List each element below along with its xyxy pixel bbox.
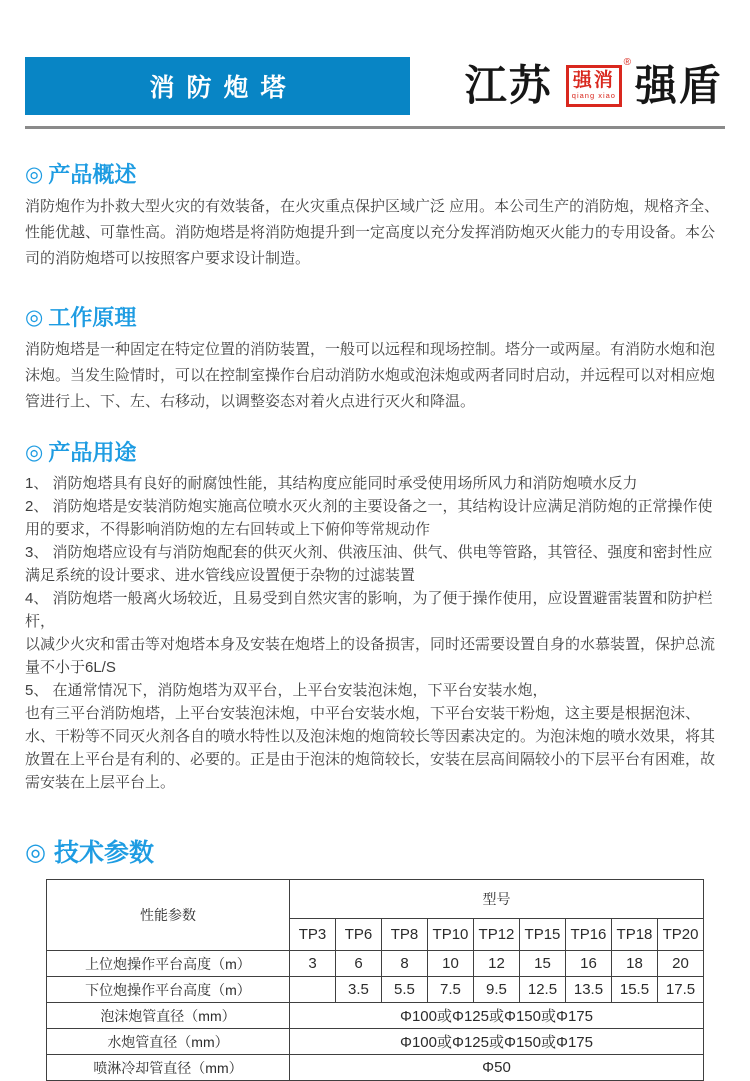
- brand-left-text: 江苏: [464, 62, 553, 109]
- header-divider: [25, 126, 725, 129]
- section-body: [25, 337, 725, 415]
- section-heading: [25, 838, 725, 868]
- model-header-cell: TP12: [473, 919, 519, 951]
- section-heading: [25, 304, 725, 332]
- paragraph-line: 消防炮塔是一种固定在特定位置的消防装置，一般可以远程和现场控制。塔分一或两屋。有消防水炮和泡沫炮。当发生险情时，可以在控制室操作台启动消防水炮或泡沫炮或两者同时启动，并远程可以对相应炮管进行上、下、左、右移动，以调整姿态对着火点进行灭火和降温。: [25, 341, 716, 410]
- tech-parameters-table: [46, 879, 704, 1081]
- product-title: 消防炮塔: [149, 74, 298, 102]
- section-heading-text: 技术参数: [53, 839, 154, 867]
- paragraph-line: 消防炮作为扑救大型火灾的有效装备，在火灾重点保护区域广泛 应用。本公司生产的消防炮，规格齐全、性能优越、可靠性高。消防炮塔是将消防炮提升到一定高度以充分发挥消防炮灭火能力的专用设备。本公司的消防炮塔可以按照客户要求设计制造。: [25, 198, 720, 267]
- table-row: [46, 1055, 703, 1081]
- brand-seal-text: 强消: [572, 70, 615, 92]
- model-header-cell: TP10: [427, 919, 473, 951]
- span-value-cell: Φ50: [289, 1055, 703, 1081]
- numbered-item-line: 也有三平台消防炮塔，上平台安装泡沫炮，中平台安装水炮，下平台安装干粉炮，这主要是根据泡沫、水、干粉等不同灭火剂各自的喷水特性以及泡沫炮的炮筒较长等因素决定的。为泡沫炮的喷水效果，将其放置在上平台是有利的、必要的。正是由于泡沫的炮筒较长，安装在层高间隔较小的下层平台有困难，故需安装在上层平台上。: [25, 705, 716, 791]
- value-cell: 15: [519, 951, 565, 977]
- section-bullet-icon: ◎: [25, 163, 44, 186]
- value-cell: [289, 977, 335, 1003]
- table-model-group-header: 型号: [289, 880, 703, 919]
- page-header: [25, 57, 725, 115]
- value-cell: 13.5: [565, 977, 611, 1003]
- value-cell: 8: [381, 951, 427, 977]
- model-header-cell: TP18: [611, 919, 657, 951]
- value-cell: 6: [335, 951, 381, 977]
- section-heading: [25, 161, 725, 189]
- value-cell: 15.5: [611, 977, 657, 1003]
- brand-seal-box: [566, 65, 622, 106]
- span-value-cell: Φ100或Φ125或Φ150或Φ175: [289, 1029, 703, 1055]
- numbered-item-line: 3、 消防炮塔应设有与消防炮配套的供灭火剂、供液压油、供气、供电等管路，其管径、强度和密封性应满足系统的设计要求、进水管线应设置便于杂物的过滤装置: [25, 544, 713, 584]
- section-bullet-icon: ◎: [25, 839, 46, 866]
- section-heading-text: 产品概述: [48, 162, 137, 187]
- model-header-cell: TP15: [519, 919, 565, 951]
- section-bullet-icon: ◎: [25, 441, 44, 464]
- value-cell: 20: [657, 951, 703, 977]
- value-cell: 18: [611, 951, 657, 977]
- model-header-cell: TP8: [381, 919, 427, 951]
- brand-seal-pinyin: qiang xiao: [571, 91, 616, 101]
- brand-seal: [566, 57, 631, 106]
- section-heading: [25, 439, 725, 467]
- section-product-overview: [25, 161, 725, 272]
- product-title-banner: [25, 57, 410, 115]
- model-header-cell: TP16: [565, 919, 611, 951]
- value-cell: 10: [427, 951, 473, 977]
- model-header-cell: TP20: [657, 919, 703, 951]
- table-row: [46, 1003, 703, 1029]
- value-cell: 3.5: [335, 977, 381, 1003]
- model-header-cell: TP3: [289, 919, 335, 951]
- value-cell: 5.5: [381, 977, 427, 1003]
- numbered-item-line: 以减少火灾和雷击等对炮塔本身及安装在炮塔上的设备损害，同时还需要设置自身的水慕装置，保护总流量不小于6L/S: [25, 636, 716, 676]
- table-row: [46, 1029, 703, 1055]
- table-row: [46, 951, 703, 977]
- row-label-cell: 上位炮操作平台高度（m）: [46, 951, 289, 977]
- value-cell: 9.5: [473, 977, 519, 1003]
- numbered-item-line: 1、 消防炮塔具有良好的耐腐蚀性能，其结构度应能同时承受使用场所风力和消防炮喷水反力: [25, 475, 638, 492]
- row-label-cell: 水炮管直径（mm）: [46, 1029, 289, 1055]
- section-body: [25, 472, 725, 794]
- value-cell: 17.5: [657, 977, 703, 1003]
- numbered-item-line: 5、 在通常情况下，消防炮塔为双平台，上平台安装泡沫炮，下平台安装水炮，: [25, 682, 548, 699]
- section-bullet-icon: ◎: [25, 306, 44, 329]
- model-header-cell: TP6: [335, 919, 381, 951]
- brand-right-text: 强盾: [634, 62, 723, 109]
- section-product-uses: [25, 439, 725, 794]
- value-cell: 12.5: [519, 977, 565, 1003]
- numbered-item-line: 4、 消防炮塔一般离火场较近，且易受到自然灾害的影响，为了便于操作使用，应设置避雷装置和防护栏杆，: [25, 590, 713, 630]
- row-label-cell: 泡沫炮管直径（mm）: [46, 1003, 289, 1029]
- section-working-principle: [25, 304, 725, 415]
- section-body: [25, 194, 725, 272]
- value-cell: 12: [473, 951, 519, 977]
- row-label-cell: 下位炮操作平台高度（m）: [46, 977, 289, 1003]
- section-tech-parameters: [25, 838, 725, 1081]
- row-label-cell: 喷淋冷却管直径（mm）: [46, 1055, 289, 1081]
- span-value-cell: Φ100或Φ125或Φ150或Φ175: [289, 1003, 703, 1029]
- section-heading-text: 工作原理: [48, 305, 137, 330]
- registered-trademark-icon: ®: [623, 57, 631, 69]
- section-heading-text: 产品用途: [48, 440, 137, 465]
- numbered-item-line: 2、 消防炮塔是安装消防炮实施高位喷水灭火剂的主要设备之一，其结构设计应满足消防炮的正常操作使用的要求，不得影响消防炮的左右回转或上下俯仰等常规动作: [25, 498, 713, 538]
- table-row: [46, 977, 703, 1003]
- value-cell: 7.5: [427, 977, 473, 1003]
- brand-logo: [464, 57, 725, 109]
- table-corner-label: 性能参数: [46, 880, 289, 951]
- value-cell: 16: [565, 951, 611, 977]
- value-cell: 3: [289, 951, 335, 977]
